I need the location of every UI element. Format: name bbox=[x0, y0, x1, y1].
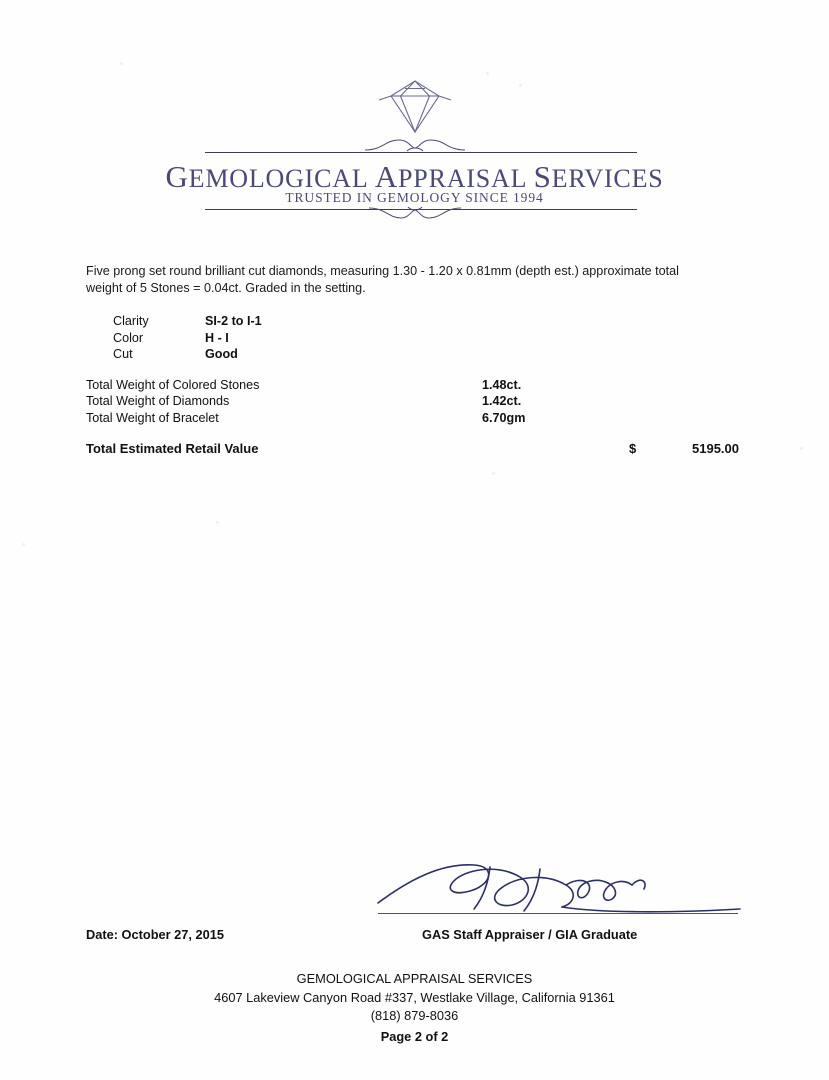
grade-value-color: H - I bbox=[205, 330, 229, 345]
grade-value-cut: Good bbox=[205, 347, 238, 361]
scan-speck bbox=[492, 472, 495, 475]
retail-value-label: Total Estimated Retail Value bbox=[86, 441, 259, 456]
handwritten-signature bbox=[370, 855, 745, 917]
footer-company: GEMOLOGICAL APPRAISAL SERVICES bbox=[296, 971, 533, 986]
retail-value-row bbox=[86, 441, 739, 456]
appraiser-title: GAS Staff Appraiser / GIA Graduate bbox=[422, 927, 638, 942]
totals-row-diamonds bbox=[86, 393, 646, 409]
totals-label-colored-stones: Total Weight of Colored Stones bbox=[86, 378, 260, 392]
totals-value-colored-stones: 1.48ct. bbox=[482, 378, 522, 392]
retail-amount: 5195.00 bbox=[692, 441, 739, 456]
totals-value-diamonds: 1.42ct. bbox=[482, 394, 522, 409]
flourish-top-ornament bbox=[0, 138, 829, 159]
diamond-icon bbox=[0, 78, 829, 136]
footer-phone: (818) 879-8036 bbox=[370, 1008, 459, 1023]
company-name: GEMOLOGICAL APPRAISAL SERVICES bbox=[165, 159, 664, 194]
grade-label-clarity: Clarity bbox=[113, 314, 149, 328]
signature-line bbox=[378, 913, 738, 914]
retail-amount-group bbox=[629, 441, 739, 456]
totals-label-bracelet: Total Weight of Bracelet bbox=[86, 410, 219, 425]
flourish-bottom-ornament bbox=[0, 204, 829, 227]
document-footer bbox=[0, 970, 829, 1046]
totals-value-bracelet: 6.70gm bbox=[482, 410, 526, 425]
grade-value-clarity: SI-2 to I-1 bbox=[205, 314, 262, 328]
grade-row-color bbox=[113, 330, 262, 347]
footer-page-number: Page 2 of 2 bbox=[380, 1028, 449, 1044]
scan-speck bbox=[486, 72, 489, 75]
company-tagline: TRUSTED IN GEMOLOGY SINCE 1994 bbox=[285, 190, 544, 205]
document-header bbox=[0, 78, 829, 136]
totals-row-bracelet bbox=[86, 410, 646, 426]
grade-row-cut bbox=[113, 346, 262, 363]
appraisal-date: Date: October 27, 2015 bbox=[86, 927, 224, 942]
scan-speck bbox=[216, 521, 219, 524]
totals-row-colored-stones bbox=[86, 377, 646, 393]
totals-label-diamonds: Total Weight of Diamonds bbox=[86, 394, 230, 409]
retail-currency-symbol: $ bbox=[629, 441, 637, 456]
item-description: Five prong set round brilliant cut diamonds, measuring 1.30 - 1.20 x 0.81mm (depth est.) approximate total weight of 5 Stones = 0.04ct. Graded in the setting. bbox=[86, 264, 679, 295]
scan-speck bbox=[120, 62, 123, 65]
scan-speck bbox=[800, 447, 803, 450]
totals-table bbox=[86, 377, 646, 426]
scan-speck bbox=[22, 543, 25, 546]
header-rule-top bbox=[205, 152, 637, 153]
grade-label-color: Color bbox=[113, 330, 144, 345]
grade-table bbox=[113, 313, 262, 363]
grade-row-clarity bbox=[113, 313, 262, 330]
grade-label-cut: Cut bbox=[113, 347, 133, 361]
footer-address: 4607 Lakeview Canyon Road #337, Westlake Village, California 91361 bbox=[214, 989, 615, 1005]
